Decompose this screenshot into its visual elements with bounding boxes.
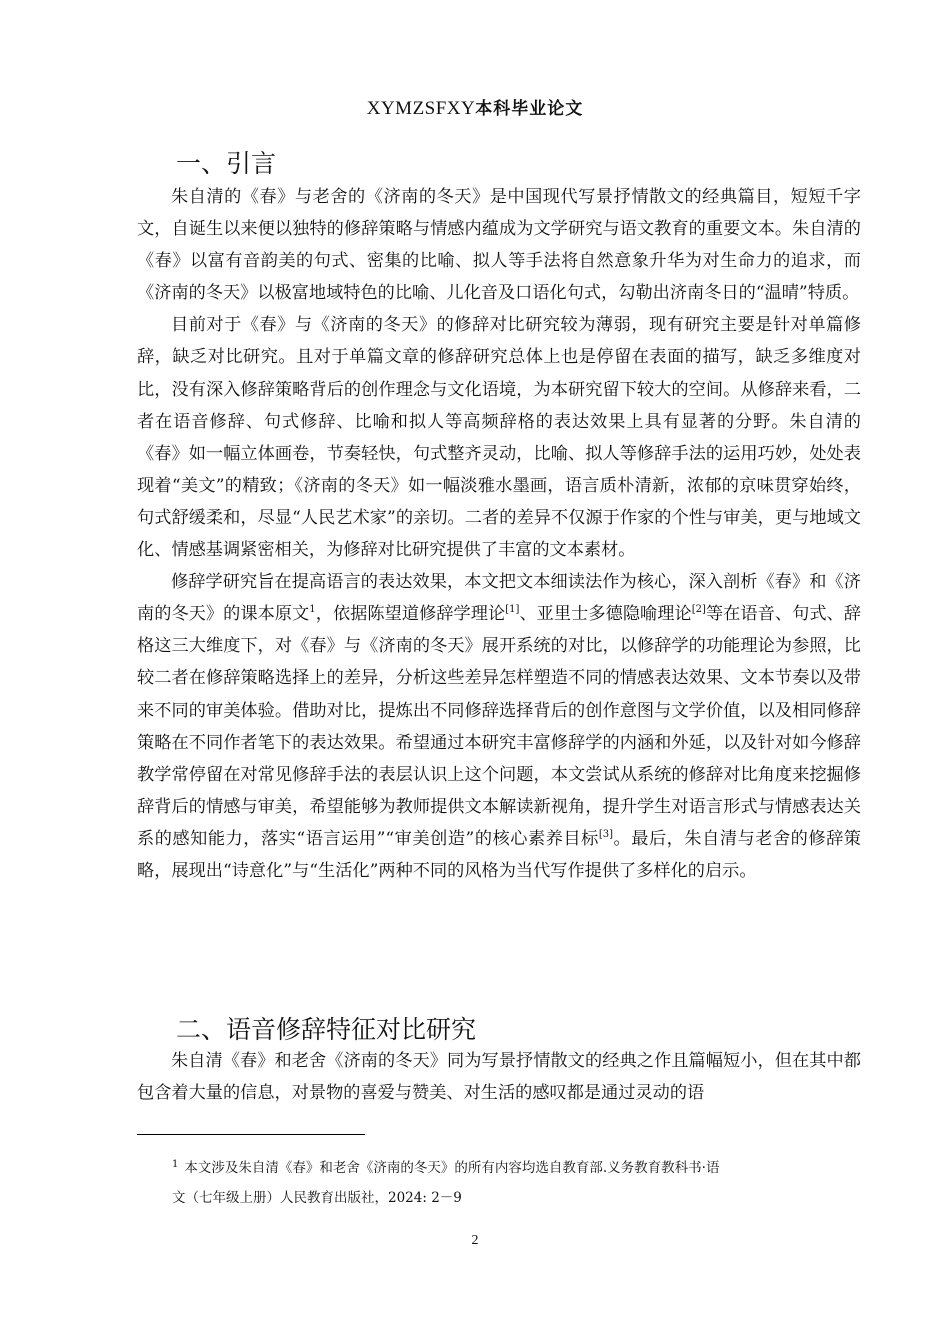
intro-p3-text-e: 。最后，朱自清与老舍的修辞策略，展现出“诗意化”与“生活化”两种不同的风格为当代写作提供了多样化的启示。 [137, 828, 861, 881]
phonetic-paragraph-1: 朱自清《春》和老舍《济南的冬天》同为写景抒情散文的经典之作且篇幅短小，但在其中都包含着大量的信息，对景物的喜爱与赞美、对生活的感叹都是通过灵动的语 [137, 1051, 861, 1104]
footnote-line-2: 文（七年级上册）人民教育出版社，2024: 2－9 [172, 1190, 462, 1206]
intro-p3-text-a: 修辞学研究旨在提高语言的表达效果，本文把文本细读法作为核心，深入剖析《春》和《济南的冬天》的课本原文 [137, 572, 861, 625]
citation-ref-2[interactable]: [2] [691, 604, 706, 616]
page-number: 2 [471, 1233, 479, 1248]
intro-paragraph-1: 朱自清的《春》与老舍的《济南的冬天》是中国现代写景抒情散文的经典篇目，短短千字文，自诞生以来便以独特的修辞策略与情感内蕴成为文学研究与语文教育的重要文本。朱自清的《春》以富有音韵美的句式、密集的比喻、拟人等手法将自然意象升华为对生命力的追求，而《济南的冬天》以极富地域特色的比喻、儿化音及口语化句式，勾勒出济南冬日的“温晴”特质。 [137, 187, 861, 304]
footnote-ref-1[interactable]: 1 [309, 604, 316, 616]
footnote-mark: 1 [172, 1159, 179, 1170]
footnote [172, 1150, 862, 1213]
section-phonetic-body [137, 1045, 861, 1109]
section-heading-introduction: 一、引言 [176, 149, 277, 178]
intro-p3-text-b: ，依据陈望道修辞学理论 [315, 604, 506, 625]
intro-p3-text-d: 等在语音、句式、辞格这三大维度下，对《春》与《济南的冬天》展开系统的对比，以修辞学的功能理论为参照，比较二者在修辞策略选择上的差异，分析这些差异怎样塑造不同的情感表达效果、文本节奏以及带来不同的审美体验。借助对比，提炼出不同修辞选择背后的创作意图与文学价值，以及相同修辞策略在不同作者笔下的表达效果。希望通过本研究丰富修辞学的内涵和外延，以及针对如今修辞教学常停留在对常见修辞手法的表层认识上这个问题，本文尝试从系统的修辞对比角度来挖掘修辞背后的情感与审美，希望能够为教师提供文本解读新视角，提升学生对语言形式与情感表达关系的感知能力，落实“语言运用”“审美创造”的核心素养目标 [137, 604, 861, 849]
header-thesis-label: 本科毕业论文 [475, 99, 584, 119]
intro-paragraph-3 [137, 566, 861, 887]
section-introduction-body [137, 181, 861, 887]
running-header [0, 94, 950, 120]
intro-p3-text-c: 、亚里士多德隐喻理论 [519, 604, 692, 625]
section-heading-phonetic-rhetoric: 二、语音修辞特征对比研究 [176, 1015, 477, 1044]
citation-ref-1[interactable]: [1] [505, 604, 520, 616]
intro-paragraph-2: 目前对于《春》与《济南的冬天》的修辞对比研究较为薄弱，现有研究主要是针对单篇修辞，缺乏对比研究。且对于单篇文章的修辞研究总体上也是停留在表面的描写，缺乏多维度对比，没有深入修辞策略背后的创作理念与文化语境，为本研究留下较大的空间。从修辞来看，二者在语音修辞、句式修辞、比喻和拟人等高频辞格的表达效果上具有显著的分野。朱自清的《春》如一幅立体画卷，节奏轻快，句式整齐灵动，比喻、拟人等修辞手法的运用巧妙，处处表现着“美文”的精致；《济南的冬天》如一幅淡雅水墨画，语言质朴清新，浓郁的京味贯穿始终，句式舒缓柔和，尽显“人民艺术家”的亲切。二者的差异不仅源于作家的个性与审美，更与地域文化、情感基调紧密相关，为修辞对比研究提供了丰富的文本素材。 [137, 315, 861, 561]
footnote-line-1: 本文涉及朱自清《春》和老舍《济南的冬天》的所有内容均选自教育部.义务教育教科书·语 [184, 1160, 720, 1176]
citation-ref-3[interactable]: [3] [598, 828, 614, 840]
header-school-code: XYMZSFXY [366, 98, 476, 119]
footnote-separator [137, 1134, 365, 1135]
